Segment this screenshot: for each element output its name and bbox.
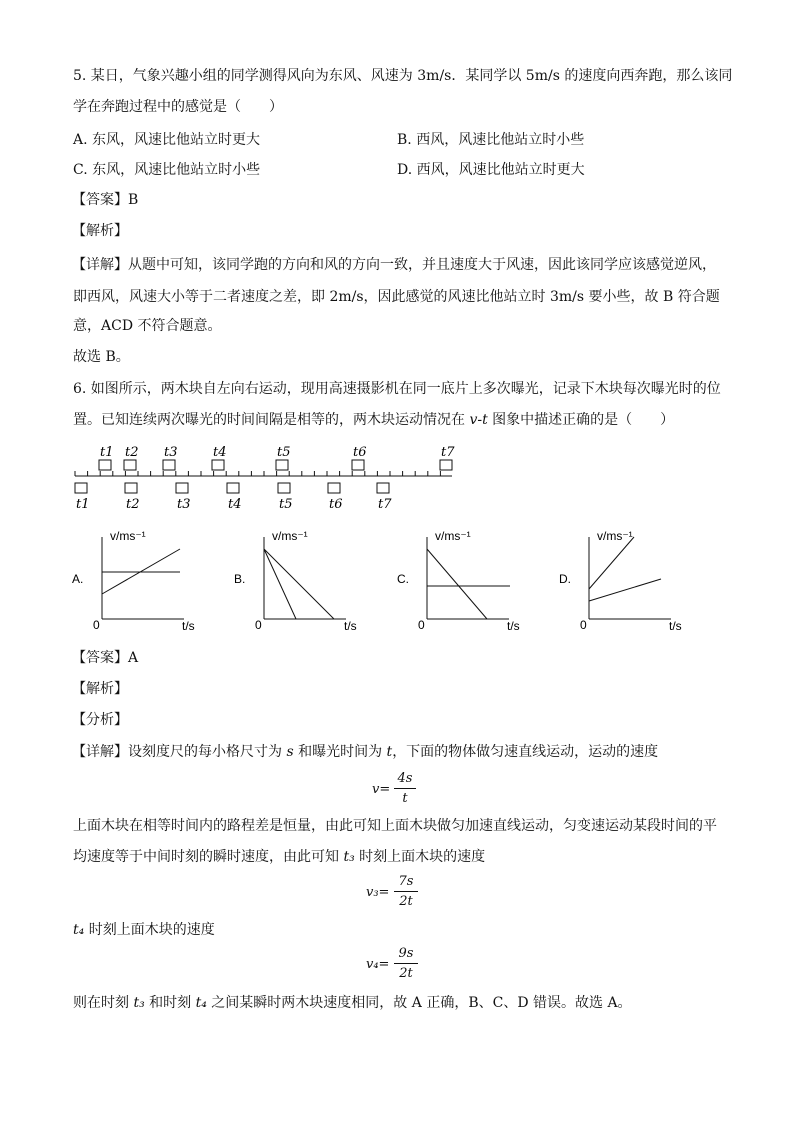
q5-conclusion: 故选 B。 — [73, 349, 130, 365]
graph-option-b — [234, 529, 357, 633]
q6-answer — [72, 648, 138, 668]
q6-stem-line2: 置。已知连续两次曝光的时间间隔是相等的，两木块运动情况在 v-t 图象中描述正确的是（ ） — [73, 412, 675, 428]
bottom-time-label: t2 — [126, 497, 140, 512]
q5-answer — [72, 190, 138, 210]
origin-label: 0 — [93, 618, 100, 632]
answer-tag: 【答案】 — [72, 650, 128, 666]
option-letter: D. — [559, 572, 571, 586]
q6-stem-line1: 6. 如图所示，两木块自左向右运动，现用高速摄影机在同一底片上多次曝光，记录下木块每次曝光时的位 — [73, 381, 721, 397]
top-time-label: t5 — [277, 445, 291, 460]
top-block — [163, 460, 175, 470]
origin-label: 0 — [418, 618, 425, 632]
strobe-diagram — [0, 440, 794, 520]
origin-label: 0 — [255, 618, 262, 632]
top-block — [276, 460, 288, 470]
top-time-label: t2 — [125, 445, 139, 460]
x-axis-label: t/s — [507, 619, 520, 633]
velocity-line — [264, 549, 334, 619]
bottom-time-label: t1 — [76, 497, 90, 512]
option-letter: C. — [397, 572, 409, 586]
q5-analysis-tag: 【解析】 — [72, 223, 128, 239]
top-time-label: t4 — [213, 445, 227, 460]
answer-tag: 【答案】 — [72, 192, 128, 208]
top-block — [440, 460, 452, 470]
bottom-time-label: t7 — [378, 497, 392, 512]
q6-detail-line5: 则在时刻 t₃ 和时刻 t₄ 之间某瞬时两木块速度相同，故 A 正确，B、C、D 错误。故选 A。 — [73, 995, 632, 1011]
q5-stem-line2: 学在奔跑过程中的感觉是（ ） — [73, 99, 283, 115]
q5-detail-line2: 即西风，风速大小等于二者速度之差，即 2m/s，因此感觉的风速比他站立时 3m/s 要小些，故 B 符合题 — [73, 289, 720, 305]
velocity-line — [589, 579, 661, 601]
top-time-label: t3 — [164, 445, 178, 460]
q5-option-c: C. 东风，风速比他站立时小些 — [73, 162, 261, 178]
top-block — [352, 460, 364, 470]
bottom-time-label: t4 — [228, 497, 242, 512]
top-block — [124, 460, 136, 470]
x-axis-label: t/s — [669, 619, 682, 633]
q6-detail-line4: t₄ 时刻上面木块的速度 — [73, 922, 215, 938]
q6-detail-line2: 上面木块在相等时间内的路程差是恒量，由此可知上面木块做匀加速直线运动，匀变速运动某段时间的平 — [73, 818, 717, 834]
velocity-line — [589, 537, 634, 589]
detail-tag: 【详解】 — [72, 257, 128, 273]
y-axis-label: v/ms⁻¹ — [272, 529, 308, 543]
graph-option-a — [72, 529, 195, 633]
bottom-time-label: t3 — [177, 497, 191, 512]
option-letter: B. — [234, 572, 246, 586]
q5-option-b: B. 西风，风速比他站立时小些 — [397, 132, 585, 148]
bottom-block — [377, 483, 389, 493]
y-axis-label: v/ms⁻¹ — [435, 529, 471, 543]
top-block — [99, 460, 111, 470]
graph-option-c — [397, 529, 520, 633]
bottom-block — [227, 483, 239, 493]
x-axis-label: t/s — [344, 619, 357, 633]
velocity-line — [264, 549, 296, 619]
origin-label: 0 — [580, 618, 587, 632]
bottom-block — [125, 483, 137, 493]
q6-detail-line3: 均速度等于中间时刻的瞬时速度，由此可知 t₃ 时刻上面木块的速度 — [73, 849, 486, 865]
bottom-block — [176, 483, 188, 493]
q6-detail-line1: 【详解】设刻度尺的每小格尺寸为 s 和曝光时间为 t，下面的物体做匀速直线运动，运动的速度 — [72, 744, 659, 760]
q5-stem-line1: 5. 某日，气象兴趣小组的同学测得风向为东风、风速为 3m/s．某同学以 5m/s 的速度向西奔跑，那么该同 — [73, 68, 733, 84]
top-time-label: t6 — [353, 445, 367, 460]
velocity-line — [427, 549, 487, 619]
graph-option-d — [559, 529, 682, 633]
q5-option-a: A. 东风，风速比他站立时更大 — [73, 132, 261, 148]
top-block — [212, 460, 224, 470]
top-time-label: t1 — [100, 445, 114, 460]
bottom-time-label: t5 — [279, 497, 293, 512]
q6-analyze-tag: 【分析】 — [72, 712, 128, 728]
q6-analysis-tag: 【解析】 — [72, 681, 128, 697]
y-axis-label: v/ms⁻¹ — [597, 529, 633, 543]
q5-option-d: D. 西风，风速比他站立时更大 — [397, 162, 585, 178]
x-axis-label: t/s — [182, 619, 195, 633]
q5-detail-line3: 意，ACD 不符合题意。 — [73, 318, 222, 334]
answer-value: B — [128, 192, 139, 208]
bottom-block — [278, 483, 290, 493]
vt-graphs — [0, 525, 794, 640]
q5-detail-line1: 【详解】从题中可知，该同学跑的方向和风的方向一致，并且速度大于风速，因此该同学应该感觉逆风， — [72, 257, 716, 273]
bottom-block — [328, 483, 340, 493]
answer-value: A — [128, 650, 139, 666]
option-letter: A. — [72, 572, 84, 586]
bottom-block — [75, 483, 87, 493]
detail-tag: 【详解】 — [72, 744, 128, 760]
bottom-time-label: t6 — [329, 497, 343, 512]
top-time-label: t7 — [441, 445, 455, 460]
y-axis-label: v/ms⁻¹ — [110, 529, 146, 543]
